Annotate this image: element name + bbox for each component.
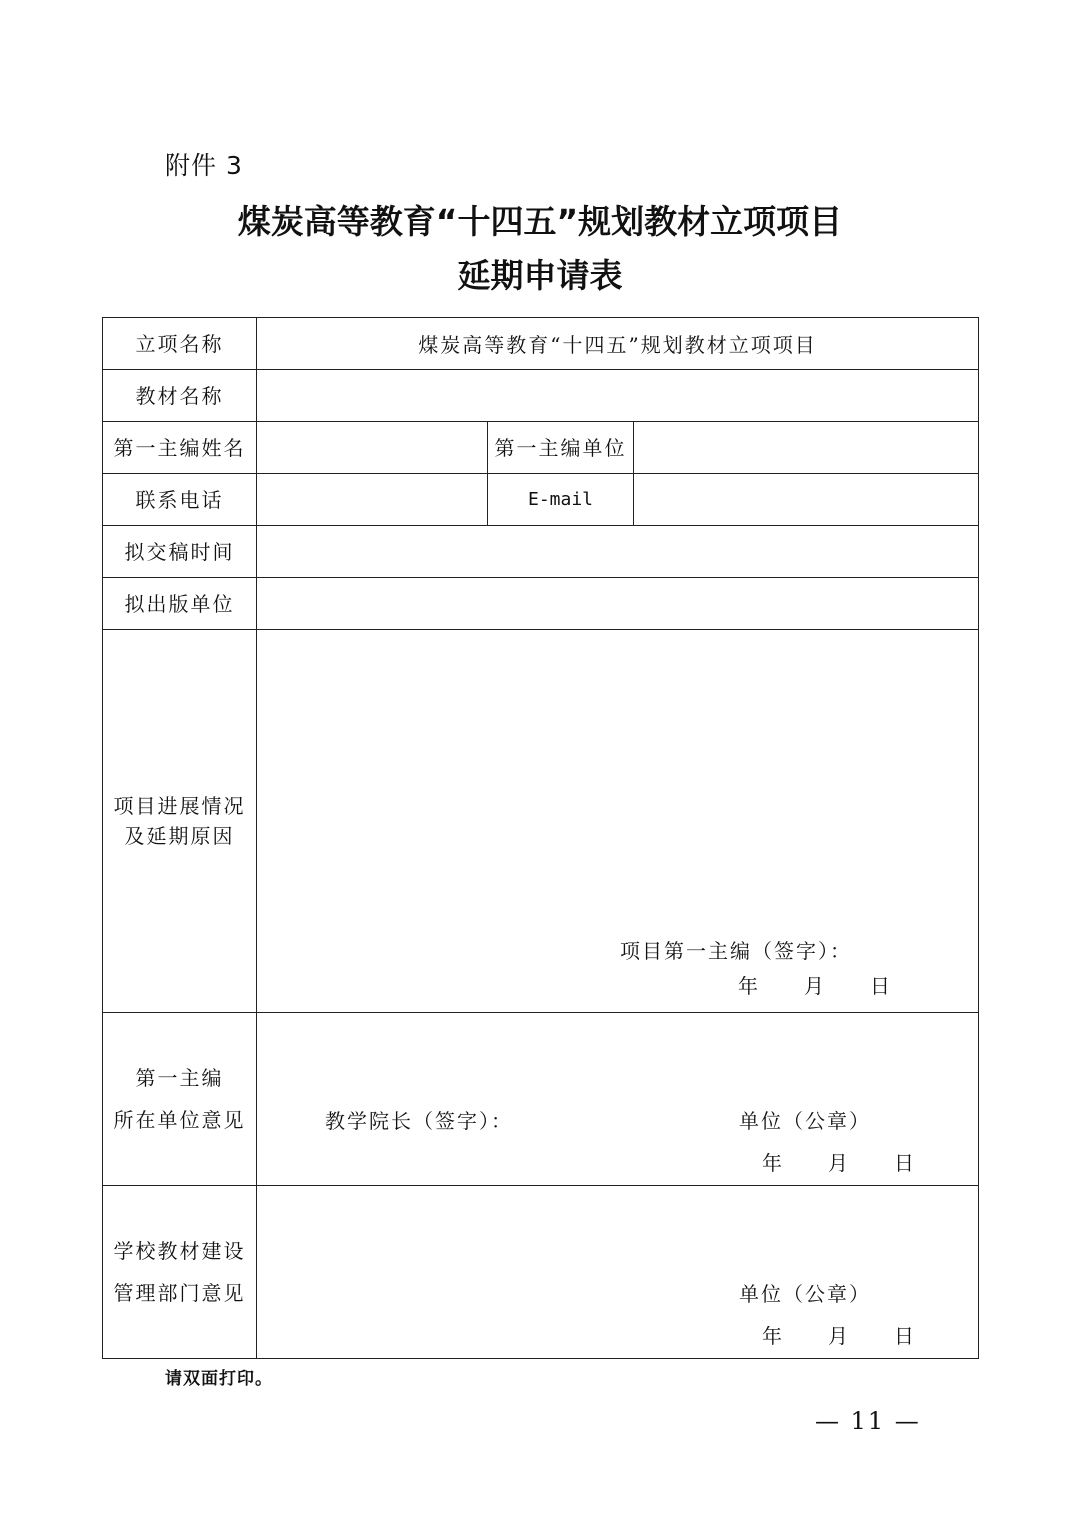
row-project-name	[103, 318, 979, 370]
row-unit-opinion	[103, 1013, 979, 1186]
school-opinion-label-line1: 学校教材建设	[113, 1239, 246, 1263]
unit-dean-sign: 教学院长（签字）：	[325, 1109, 513, 1133]
chief-editor-name-field[interactable]	[257, 422, 488, 474]
publisher-label: 拟出版单位	[103, 578, 257, 630]
unit-opinion-field[interactable]	[257, 1013, 979, 1186]
phone-field[interactable]	[257, 474, 488, 526]
progress-label-line1: 项目进展情况	[113, 794, 246, 818]
row-chief-editor	[103, 422, 979, 474]
progress-label	[103, 630, 257, 1013]
row-contact	[103, 474, 979, 526]
document-subtitle: 延期申请表	[457, 256, 623, 295]
attachment-label: 附件 3	[165, 151, 243, 180]
chief-editor-name-label: 第一主编姓名	[103, 422, 257, 474]
school-opinion-field[interactable]	[257, 1186, 979, 1359]
row-publisher	[103, 578, 979, 630]
row-school-opinion	[103, 1186, 979, 1359]
school-opinion-label	[103, 1186, 257, 1359]
progress-date: 年 月 日	[738, 974, 892, 998]
publisher-field[interactable]	[257, 578, 979, 630]
submission-time-field[interactable]	[257, 526, 979, 578]
progress-field[interactable]	[257, 630, 979, 1013]
textbook-name-field[interactable]	[257, 370, 979, 422]
email-label: E-mail	[488, 474, 634, 526]
chief-editor-unit-label: 第一主编单位	[488, 422, 634, 474]
row-progress	[103, 630, 979, 1013]
school-opinion-label-line2: 管理部门意见	[113, 1281, 246, 1305]
progress-sign: 项目第一主编（签字）：	[620, 939, 852, 963]
unit-opinion-label-line1: 第一主编	[135, 1066, 224, 1090]
submission-time-label: 拟交稿时间	[103, 526, 257, 578]
unit-opinion-label	[103, 1013, 257, 1186]
document-title: 煤炭高等教育“十四五”规划教材立项项目	[237, 202, 843, 241]
school-date: 年 月 日	[762, 1324, 916, 1348]
project-name-label: 立项名称	[103, 318, 257, 370]
row-textbook-name	[103, 370, 979, 422]
row-submission-time	[103, 526, 979, 578]
textbook-name-label: 教材名称	[103, 370, 257, 422]
print-note: 请双面打印。	[165, 1369, 273, 1389]
unit-opinion-label-line2: 所在单位意见	[113, 1108, 246, 1132]
project-name-value: 煤炭高等教育“十四五”规划教材立项项目	[257, 318, 979, 370]
application-form-table	[102, 317, 979, 1359]
email-field[interactable]	[634, 474, 979, 526]
chief-editor-unit-field[interactable]	[634, 422, 979, 474]
phone-label: 联系电话	[103, 474, 257, 526]
school-seal: 单位（公章）	[739, 1282, 871, 1306]
progress-label-line2: 及延期原因	[124, 824, 235, 848]
unit-date: 年 月 日	[762, 1151, 916, 1175]
page-number: — 11 —	[815, 1407, 921, 1435]
unit-seal: 单位（公章）	[739, 1109, 871, 1133]
